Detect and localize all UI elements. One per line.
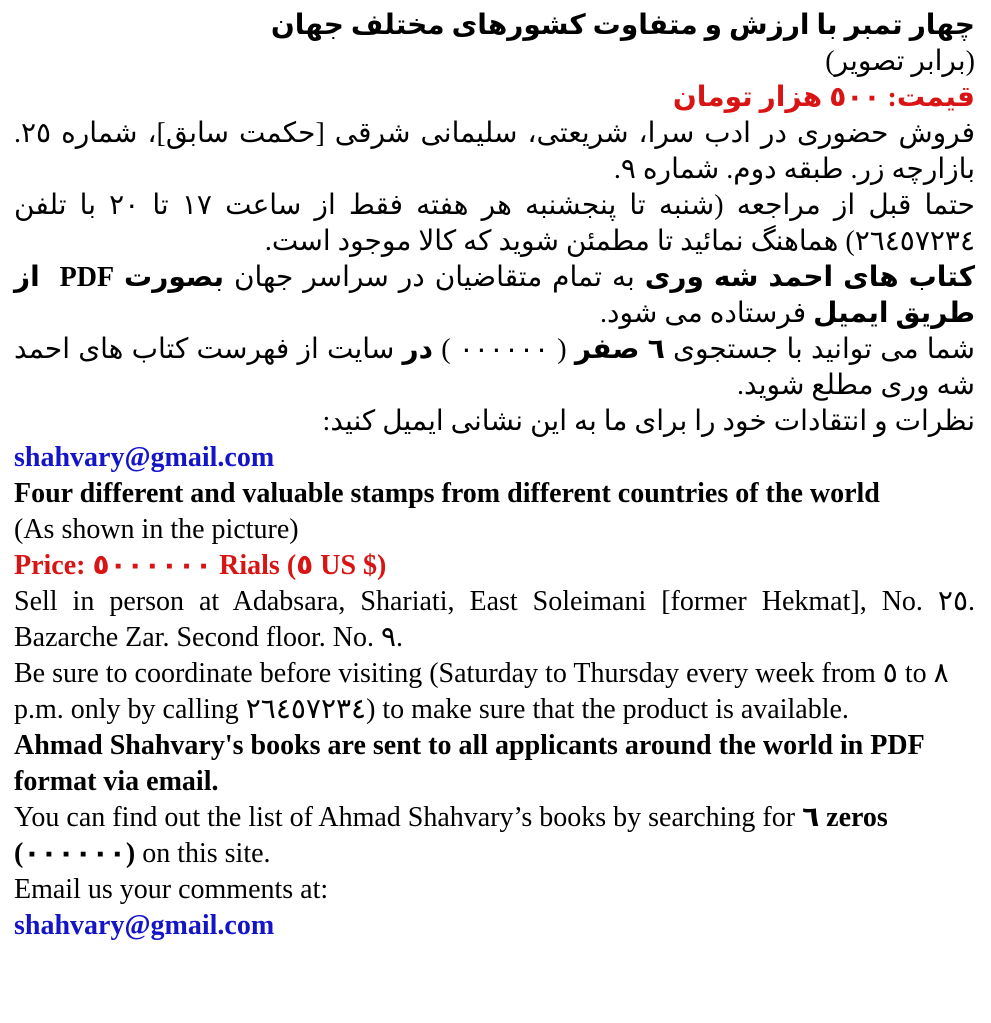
en-coordinate [14,656,975,728]
fa-comments [14,404,975,440]
text-run: فروش حضوری در ادب سرا، شریعتی، سلیمانی شرقی [حکمت سابق]، شماره ٢٥. بازارچه زر. طبقه دوم. شماره ٩. [7,118,975,185]
text-run: سایت از فهرست کتاب های احمد شه وری مطلع شوید. [7,334,975,401]
fa-as-picture [14,44,975,80]
en-comments [14,872,975,908]
text-run: قیمت: ٥٠٠ هزار تومان [672,82,975,113]
text-run: Four different and valuable stamps from different countries of the world [14,478,880,509]
text-run: Price: ٥٠٠٠٠٠٠ Rials (٥ US $) [14,550,387,581]
text-run: on this site. [135,838,271,869]
en-price [14,548,975,584]
text-run: چهار تمبر با ارزش و متفاوت کشورهای مختلف جهان [270,10,975,41]
en-search-zeros [14,800,975,872]
en-address [14,584,982,656]
text-run: Be sure to coordinate before visiting (Saturday to Thursday every week from ٥ to ٨ p.m. only by calling ٢٦٤٥٧٢٣٤) to make sure that the product is available. [14,658,956,725]
email-link-top[interactable] [14,440,975,476]
text-run: ٦ zeros (٠٠٠٠٠٠) [14,802,895,869]
text-run: به تمام متقاضیان در سراسر جهان [223,262,645,293]
fa-price [14,80,975,116]
text-run: Email us your comments at: [14,874,329,905]
email-link[interactable]: shahvary@gmail.com [14,910,275,941]
en-title [14,476,975,512]
text-run: (برابر تصویر) [825,46,975,77]
text-run: فرستاده می شود. [599,298,814,329]
email-link[interactable]: shahvary@gmail.com [14,442,275,473]
text-run: ( ٠٠٠٠٠٠ ) [433,334,575,365]
text-run: نظرات و انتقادات خود را برای ما به این نشانی ایمیل کنید: [322,406,975,437]
text-run: بصورت PDF از طریق ایمیل [7,262,975,329]
email-link-bottom[interactable] [14,908,975,944]
fa-coordinate [7,188,975,260]
text-run: در [402,334,434,365]
text-run: Sell in person at Adabsara, Shariati, East Soleimani [former Hekmat], No. ٢٥. Bazarche Zar. Second floor. No. ٩. [14,586,982,653]
text-run: کتاب های احمد شه وری [644,262,976,293]
fa-search-zeros [7,332,975,404]
document-content [7,8,982,944]
text-run: (As shown in the picture) [14,514,299,545]
fa-title [14,8,975,44]
text-run: حتما قبل از مراجعه (شنبه تا پنجشنبه هر هفته فقط از ساعت ١٧ تا ٢٠ با تلفن ٢٦٤٥٧٢٣٤) هماهنگ نمائید تا مطمئن شوید که کالا موجود است. [7,190,975,257]
text-run: ٦ صفر [574,334,665,365]
fa-address [7,116,975,188]
en-as-picture [14,512,975,548]
text-run: You can find out the list of Ahmad Shahvary’s books by searching for [14,802,803,833]
en-books-pdf [14,728,975,800]
text-run: Ahmad Shahvary's books are sent to all applicants around the world in PDF format via email. [14,730,931,797]
text-run: شما می توانید با جستجوی [664,334,975,365]
fa-books-pdf [7,260,976,332]
